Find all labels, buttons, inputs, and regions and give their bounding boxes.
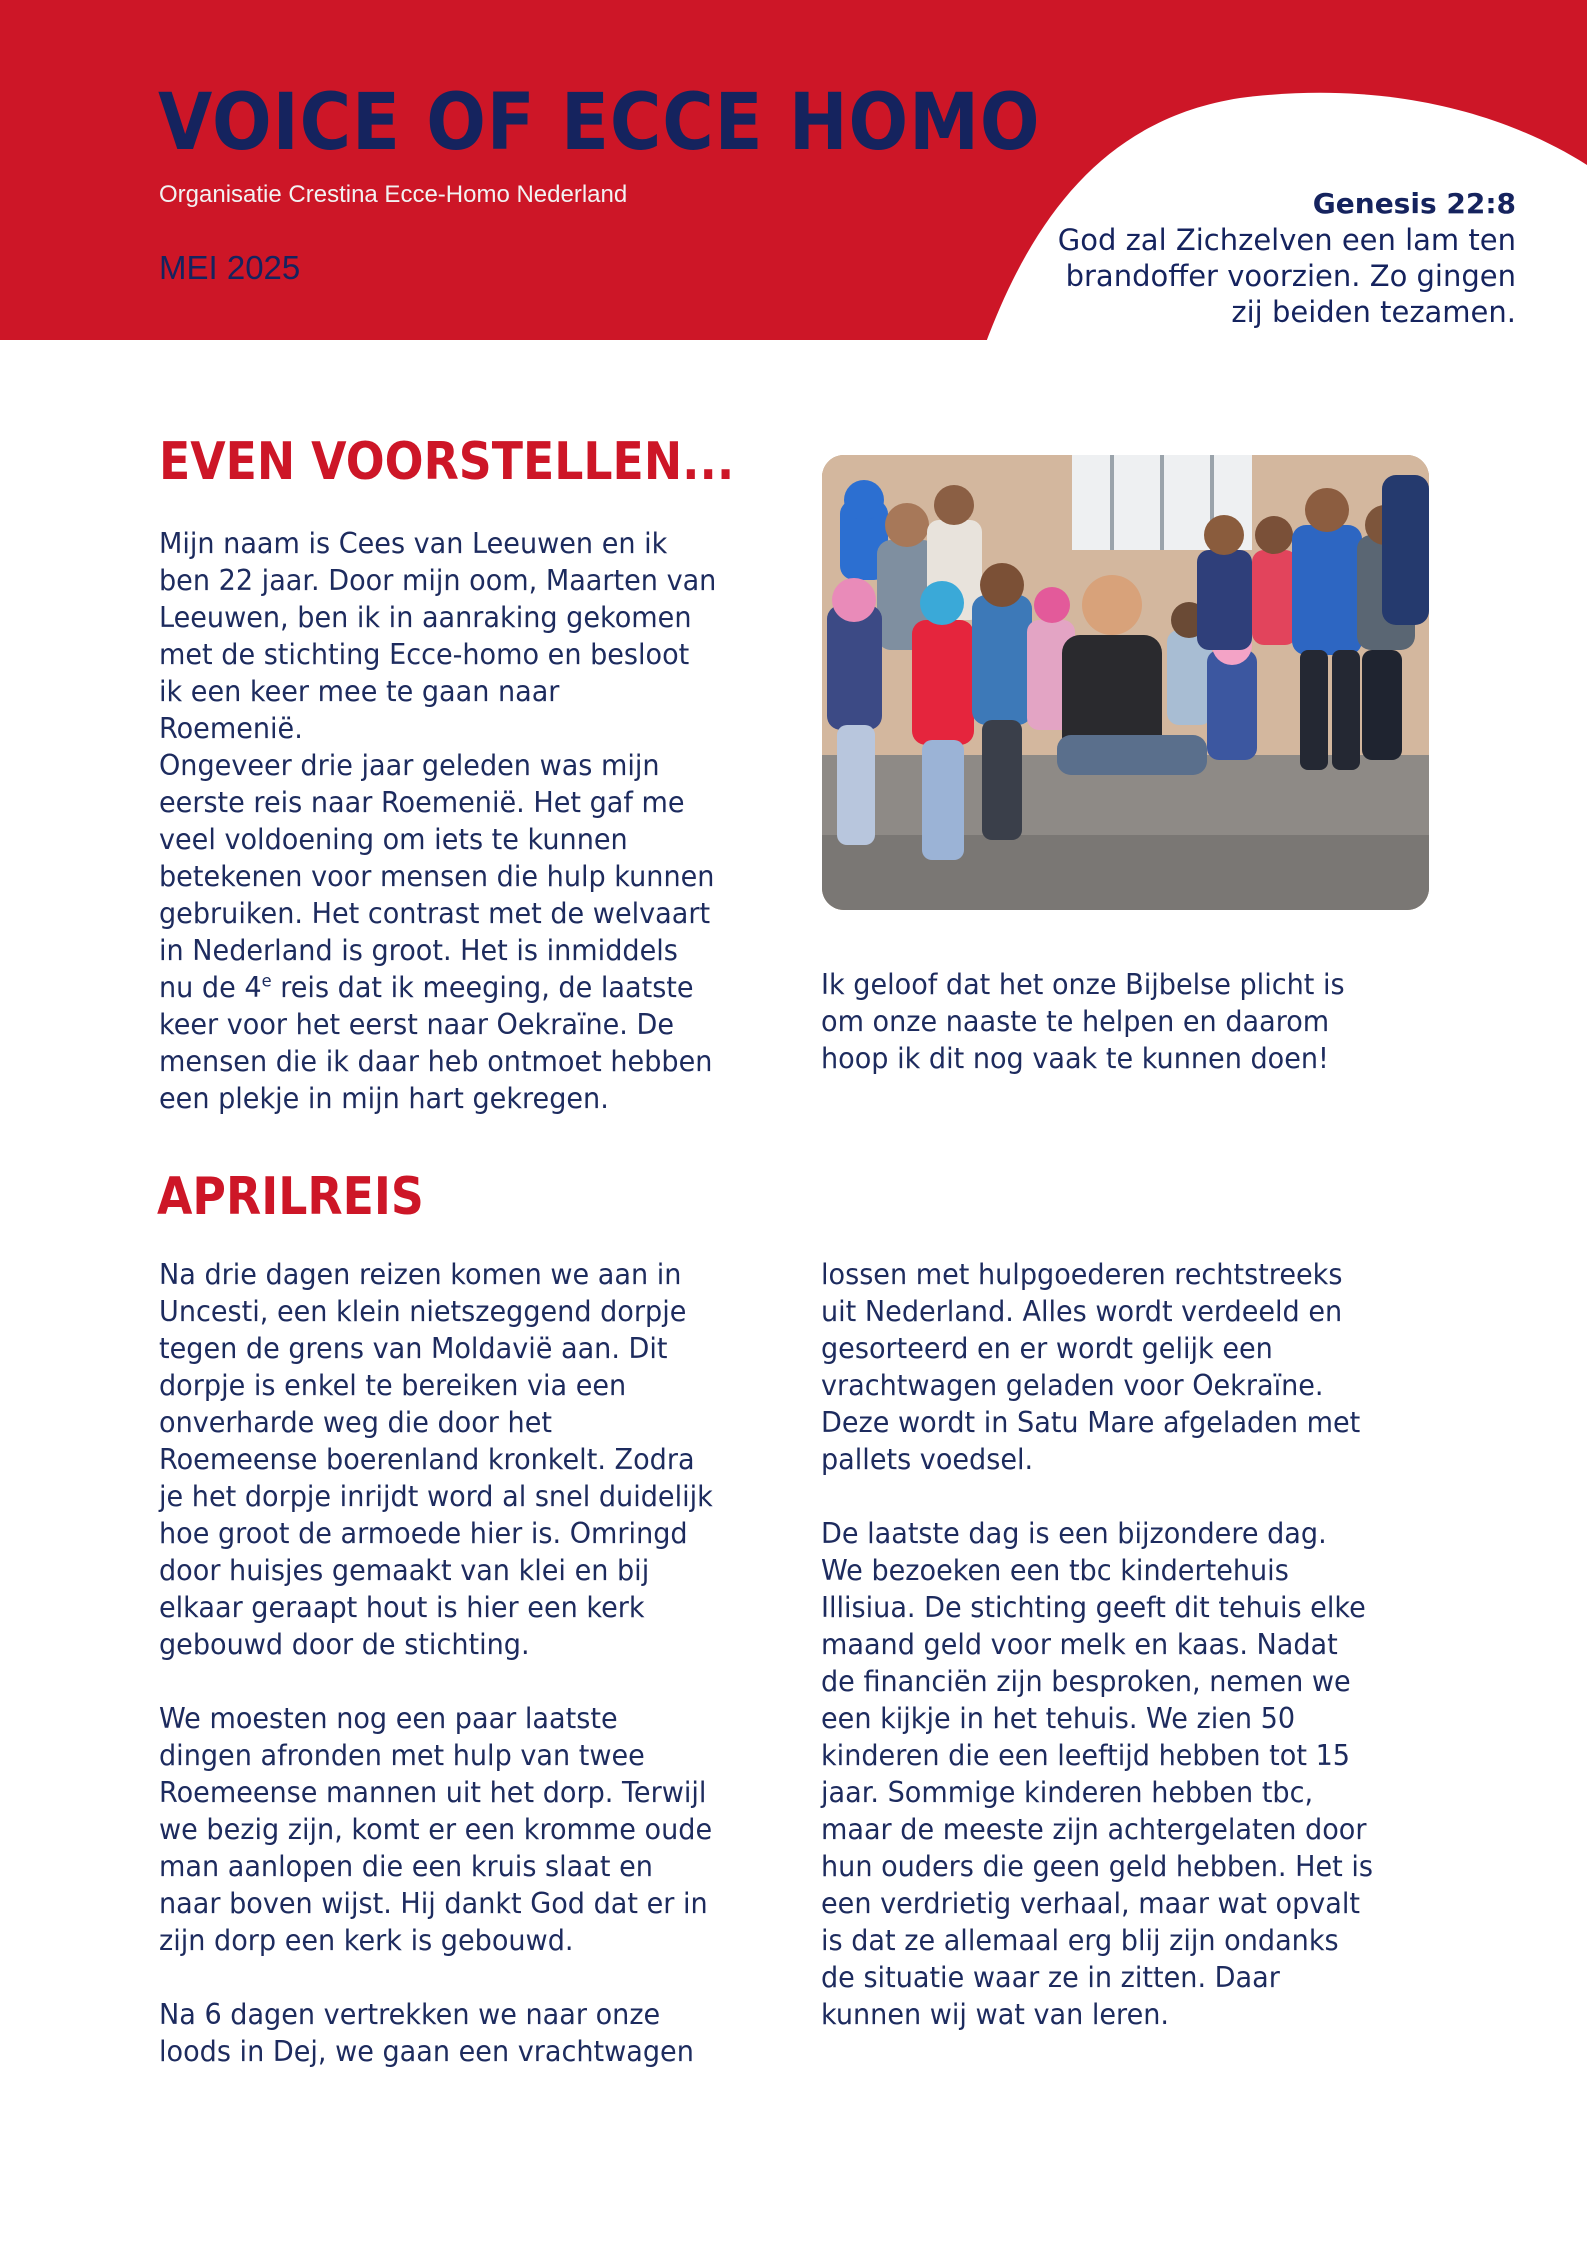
- introduction-text-right: Ik geloof dat het onze Bijbelse plicht is om onze naaste te helpen en daarom hoop ik dit nog vaak te kunnen doen!: [821, 968, 1345, 1075]
- newsletter-title: VOICE OF ECCE HOMO: [158, 78, 1041, 168]
- group-photo-children: [822, 455, 1429, 910]
- issue-date: MEI 2025: [159, 249, 301, 286]
- april-trip-text-left: Na drie dagen reizen komen we aan in Uncesti, een klein nietszeggend dorpje tegen de grens van Moldavië aan. Dit dorpje is enkel te bereiken via een onverharde weg die door het Roemeense boerenland kronkelt. Zodra je het dorpje inrijdt word al snel duidelijk hoe groot de armoede hier is. Omringd door huisjes gemaakt van klei en bij elkaar geraapt hout is hier een kerk gebouwd door de stichting. We moesten nog een paar laatste dingen afronden met hulp van twee Roemeense mannen uit het dorp. Terwijl we bezig zijn, komt er een kromme oude man aanlopen die een kruis slaat en naar boven wijst. Hij dankt God dat er in zijn dorp een kerk is gebouwd. Na 6 dagen vertrekken we naar onze loods in Dej, we gaan een vrachtwagen: [159, 1258, 713, 2068]
- verse-reference: Genesis 22:8: [1312, 187, 1516, 220]
- april-trip-text-right: lossen met hulpgoederen rechtstreeks uit Nederland. Alles wordt verdeeld en gesorteerd en er wordt gelijk een vrachtwagen geladen voor Oekraïne. Deze wordt in Satu Mare afgeladen met pallets voedsel. De laatste dag is een bijzondere dag. We bezoeken een tbc kindertehuis Illisiua. De stichting geeft dit tehuis elke maand geld voor melk en kaas. Nadat de financiën zijn besproken, nemen we een kijkje in het tehuis. We zien 50 kinderen die een leeftijd hebben tot 15 jaar. Sommige kinderen hebben tbc, maar de meeste zijn achtergelaten door hun ouders die geen geld hebben. Het is een verdrietig verhaal, maar wat opvalt is dat ze allemaal erg blij zijn ondanks de situatie waar ze in zitten. Daar kunnen wij wat van leren.: [821, 1258, 1373, 2031]
- ordinal-suffix: e: [261, 971, 272, 992]
- bible-verse: [1040, 186, 1516, 330]
- introduction-text-left: [159, 525, 767, 1117]
- children-group-illustration: [822, 455, 1429, 910]
- section-title-april-trip: APRILREIS: [157, 1167, 424, 1227]
- organisation-name: Organisatie Crestina Ecce-Homo Nederland: [159, 181, 628, 208]
- header-banner: [0, 0, 1587, 340]
- section-title-introduction: EVEN VOORSTELLEN...: [159, 432, 735, 492]
- verse-text: God zal Zichzelven een lam ten brandoffer voorzien. Zo gingen zij beiden tezamen.: [1057, 223, 1516, 329]
- introduction-text-part1: Mijn naam is Cees van Leeuwen en ik ben 22 jaar. Door mijn oom, Maarten van Leeuwen, ben ik in aanraking gekomen met de stichting Ecce-homo en besloot ik een keer mee te gaan naar Roemenië. Ongeveer drie jaar geleden was mijn eerste reis naar Roemenië. Het gaf me veel voldoening om iets te kunnen betekenen voor mensen die hulp kunnen gebruiken. Het contrast met de welvaart in Nederland is groot. Het is inmiddels nu de 4: [159, 527, 717, 1004]
- introduction-text-part2: reis dat ik meeging, de laatste keer voor het eerst naar Oekraïne. De mensen die ik daar heb ontmoet hebben een plekje in mijn hart gekregen.: [159, 971, 713, 1115]
